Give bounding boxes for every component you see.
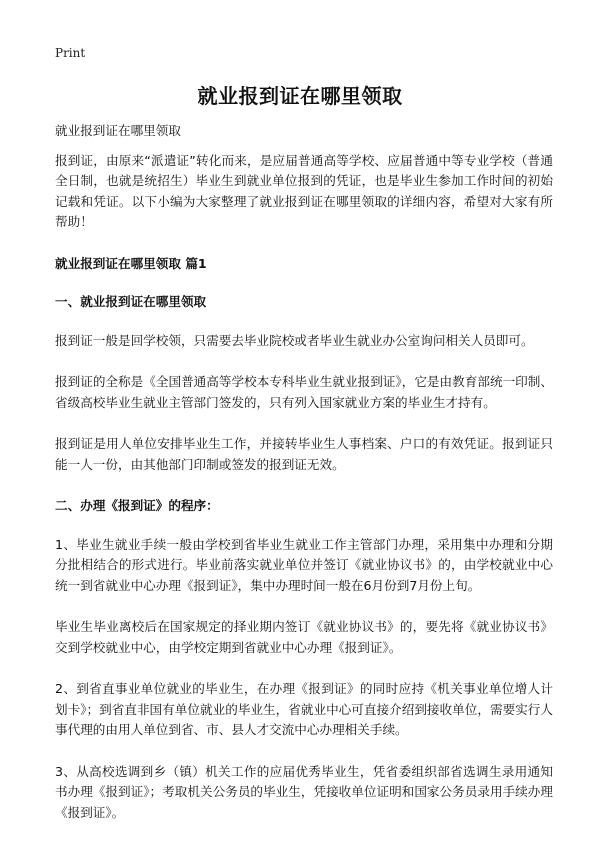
document-subtitle: 就业报到证在哪里领取 [55,123,181,138]
paragraph: 报到证一般是回学校领，只需要去毕业院校或者毕业生就业办公室询问相关人员即可。 [55,332,534,348]
print-link[interactable]: Print [55,46,86,60]
page-title: 就业报到证在哪里领取 [197,84,403,108]
section-heading: 一、就业报到证在哪里领取 [55,294,207,309]
paragraph: 2、到省直事业单位就业的毕业生，在办理《报到证》的同时应持《机关事业单位增人计划卡》；到省直非国有单位就业的毕业生，省就业中心可直接介绍到接收单位，需要实行人事代理的由用人单位到省、市、县人才交流中心办理相关手续。 [55,681,553,737]
paragraph: 报到证的全称是《全国普通高等学校本专科毕业生就业报到证》，它是由教育部统一印制、省级高校毕业生就业主管部门签发的，只有列入国家就业方案的毕业生才持有。 [55,374,553,410]
paragraph: 3、从高校选调到乡（镇）机关工作的应届优秀毕业生，凭省委组织部省选调生录用通知书办理《报到证》；考取机关公务员的毕业生，凭接收单位证明和国家公务员录用手续办理《报到证》。 [55,763,553,820]
section-title: 就业报到证在哪里领取 篇1 [55,255,207,271]
paragraph: 毕业生毕业离校后在国家规定的择业期内签订《就业协议书》的，要先将《就业协议书》交到学校就业中心，由学校定期到省就业中心办理《报到证》。 [55,619,553,655]
paragraph: 1、毕业生就业手续一般由学校到省毕业生就业工作主管部门办理，采用集中办理和分期分批相结合的形式进行。毕业前落实就业单位并签订《就业协议书》的，由学校就业中心统一到省就业中心办理《报到证》，集中办理时间一般在6月份到7月份上旬。 [55,536,553,593]
document-body [55,121,553,844]
paragraph: 报到证是用人单位安排毕业生工作，并接转毕业生人事档案、户口的有效凭证。报到证只能一人一份，由其他部门印制或签发的报到证无效。 [55,436,553,472]
intro-paragraph: 报到证，由原来“派遣证”转化而来，是应届普通高等学校、应届普通中等专业学校（普通全日制，也就是统招生）毕业生到就业单位报到的凭证，也是毕业生参加工作时间的初始记载和凭证。以下小编为大家整理了就业报到证在哪里领取的详细内容，希望对大家有所帮助！ [55,152,553,229]
section-heading: 二、办理《报到证》的程序： [55,498,219,513]
